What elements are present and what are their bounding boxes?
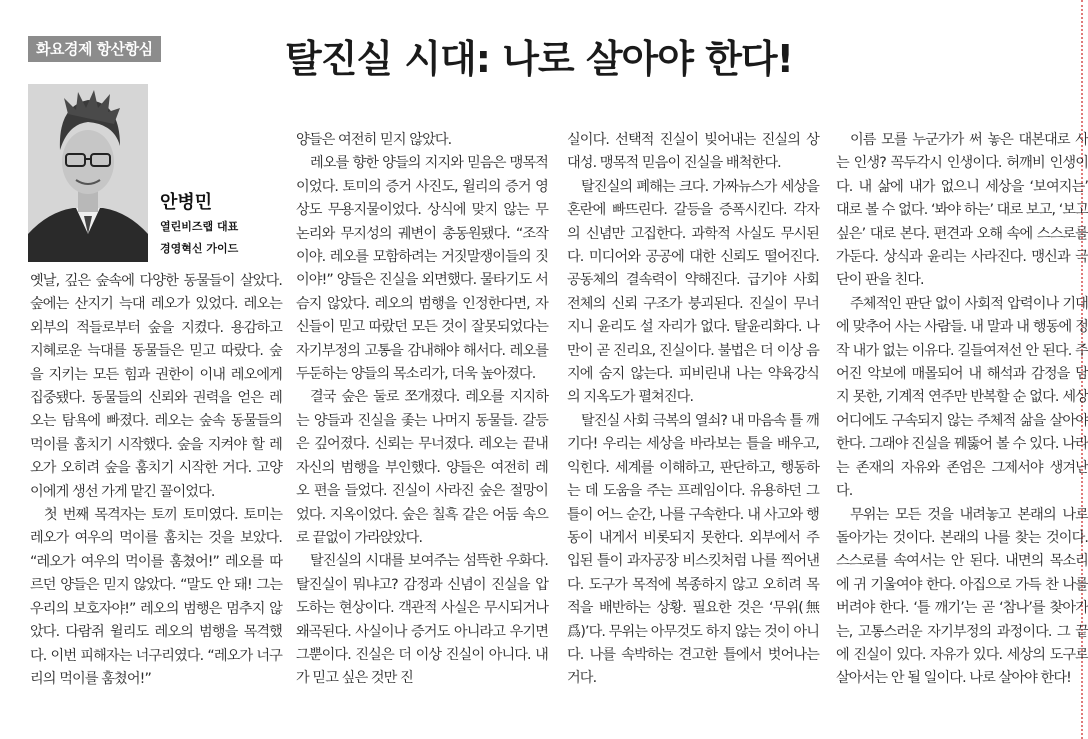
paragraph: 옛날, 깊은 숲속에 다양한 동물들이 살았다. 숲에는 산지기 늑대 레오가 있었다. 레오는 외부의 적들로부터 숲을 지켰다. 용감하고 지혜로운 늑대를 동물들은 믿고 따랐다. 숲을 지키는 모든 힘과 권한이 이내 레오에게 집중됐다. 동물들의 신뢰와 권력을 얻은 레오는 탐욕에 빠졌다. 레오는 숲속 동물들의 먹이를 훔치기 시작했다. 숲을 지켜야 할 레오가 오히려 숲을 훔치기 시작한 거다. 고양이에게 생선 가게 맡긴 꼴이었다.	[30, 273, 282, 500]
paragraph: 결국 숲은 둘로 쪼개졌다. 레오를 지지하는 양들과 진실을 좇는 나머지 동물들. 갈등은 깊어졌다. 신뢰는 무너졌다. 레오는 끝내 자신의 범행을 부인했다. 양들은 여전히 레오 편을 들었다. 진실이 사라진 숲은 절망이었다. 지옥이었다. 숲은 칠흑 같은 어둠 속으로 끝없이 가라앉았다.	[296, 389, 548, 546]
article-column-1	[30, 270, 282, 691]
paragraph: 탈진실의 시대를 보여주는 섬뜩한 우화다. 탈진실이 뭐냐고? 감정과 신념이 진실을 압도하는 현상이다. 객관적 사실은 무시되거나 왜곡된다. 사실이나 증거도 아니라고 우기면 그뿐이다. 진실은 더 이상 진실이 아니다. 내가 믿고 싶은 것만 진	[296, 553, 548, 687]
section-tag: 화요경제 항산항심	[28, 36, 161, 62]
paragraph: 첫 번째 목격자는 토끼 토미였다. 토미는 레오가 여우의 먹이를 훔치는 것을 보았다. “레오가 여우의 먹이를 훔쳤어!” 레오를 따르던 양들은 믿지 않았다. “말도 안 돼! 그는 우리의 보호자야!” 레오의 범행은 멈추지 않았다. 다람쥐 윌리도 레오의 범행을 목격했다. 이번 피해자는 너구리였다. “레오가 너구리의 먹이를 훔쳤어!”	[30, 507, 282, 687]
paragraph: 이름 모를 누군가가 써 놓은 대본대로 사는 인생? 꼭두각시 인생이다. 허깨비 인생이다. 내 삶에 내가 없으니 세상을 ‘보여지는’ 대로 볼 수 없다. ‘봐야 하는’ 대로 보고, ‘보고 싶은’ 대로 본다. 편견과 오해 속에 스스로를 가둔다. 상식과 윤리는 사라진다. 맹신과 극단이 판을 친다.	[836, 132, 1088, 289]
article-column-2	[296, 129, 548, 691]
paragraph: 레오를 향한 양들의 지지와 믿음은 맹목적이었다. 토미의 증거 사진도, 윌리의 증거 영상도 무용지물이었다. 상식에 맞지 않는 무논리와 무지성의 궤변이 총동원됐다. “조작이야. 레오를 모함하려는 거짓말쟁이들의 짓이야!” 양들은 진실을 외면했다. 물타기도 서슴지 않았다. 레오의 범행을 인정한다면, 자신들이 믿고 따랐던 모든 것이 잘못되었다는 자기부정의 고통을 감내해야 해서다. 레오를 두둔하는 양들의 목소리가, 더욱 높아졌다.	[296, 155, 548, 383]
author-name: 안병민	[160, 192, 213, 213]
headline: 탈진실 시대: 나로 살아야 한다!	[285, 37, 793, 81]
author-byline	[160, 188, 238, 256]
paragraph: 실이다. 선택적 진실이 빚어내는 진실의 상대성. 맹목적 믿음이 진실을 배척한다.	[567, 132, 819, 172]
paragraph: 양들은 여전히 믿지 않았다.	[296, 132, 452, 148]
author-title-company: 열린비즈랩 대표	[160, 220, 239, 233]
paragraph: 탈진실 사회 극복의 열쇠? 내 마음속 틀 깨기다! 우리는 세상을 바라보는 틀을 배우고, 익힌다. 세계를 이해하고, 판단하고, 행동하는 데 도움을 주는 프레임이다. 유용하던 그 틀이 어느 순간, 나를 구속한다. 내 사고와 행동이 내게서 비롯되지 못한다. 외부에서 주입된 틀이 과자공장 비스킷처럼 나를 찍어낸다. 도구가 목적에 복종하지 않고 오히려 목적을 배반하는 상황. 필요한 것은 ‘무위(無爲)’다. 무위는 아무것도 하지 않는 것이 아니다. 나를 속박하는 견고한 틀에서 벗어나는 거다.	[567, 412, 819, 687]
author-title-role: 경영혁신 가이드	[160, 242, 239, 255]
paragraph: 주체적인 판단 없이 사회적 압력이나 기대에 맞추어 사는 사람들. 내 말과 내 행동에 정작 내가 없는 이유다. 길들여져선 안 된다. 주어진 악보에 매몰되어 내 해석과 감정을 담지 못한, 기계적 연주만 반복할 순 없다. 세상 어디에도 구속되지 않는 주체적 삶을 살아야 한다. 그래야 진실을 꿰뚫어 볼 수 있다. 나라는 존재의 자유와 존엄은 그제서야 생겨난다.	[836, 295, 1088, 500]
author-photo	[28, 84, 148, 262]
article-column-4	[836, 129, 1088, 691]
article-column-3	[567, 129, 819, 691]
paragraph: 무위는 모든 것을 내려놓고 본래의 나로 돌아가는 것이다. 본래의 나를 찾는 것이다. 스스로를 속여서는 안 된다. 내면의 목소리에 귀 기울여야 한다. 아집으로 가득 찬 나를 버려야 한다. ‘틀 깨기’는 곧 ‘참나’를 찾아가는, 고통스러운 자기부정의 과정이다. 그 끝에 진실이 있다. 자유가 있다. 세상의 도구로 살아서는 안 될 일이다. 나로 살아야 한다!	[836, 506, 1088, 687]
paragraph: 탈진실의 폐해는 크다. 가짜뉴스가 세상을 혼란에 빠뜨린다. 갈등을 증폭시킨다. 각자의 신념만 고집한다. 과학적 사실도 무시된다. 미디어와 공공에 대한 신뢰도 떨어진다. 공동체의 결속력이 약해진다. 급기야 사회 전체의 신뢰 구조가 붕괴된다. 진실이 무너지니 윤리도 설 자리가 없다. 탈윤리화다. 나만이 곧 진리요, 진실이다. 불법은 더 이상 음지에 숨지 않는다. 피비린내 나는 약육강식의 지옥도가 펼쳐진다.	[567, 178, 819, 406]
